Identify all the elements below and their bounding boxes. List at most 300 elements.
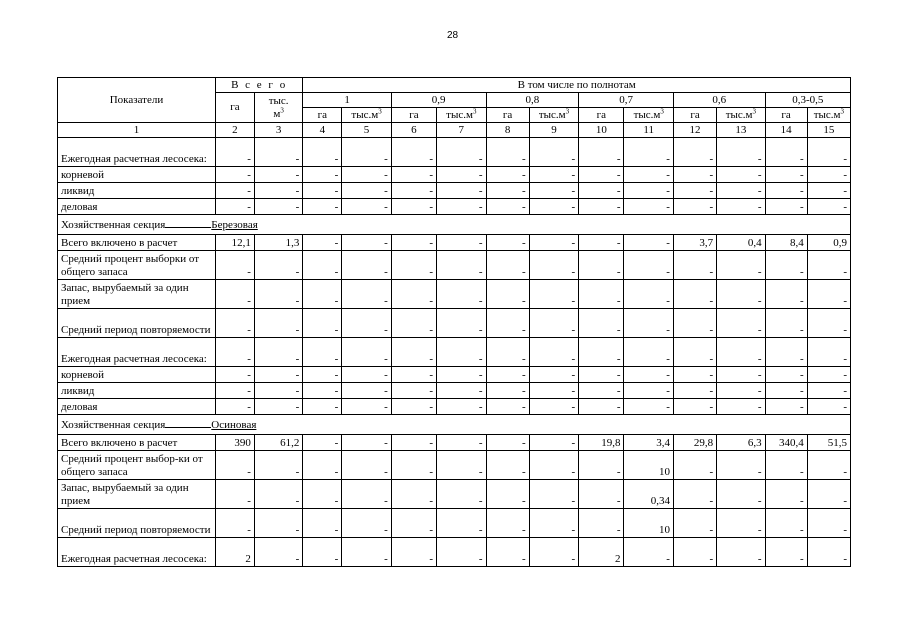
cell-value: - bbox=[765, 183, 807, 199]
cell-value: - bbox=[303, 199, 342, 215]
header-density-0-3-0-5: 0,3-0,5 bbox=[765, 93, 850, 108]
cell-value: - bbox=[717, 199, 765, 215]
cell-value: - bbox=[579, 509, 624, 538]
subheader-volume bbox=[807, 108, 850, 123]
cell-value: - bbox=[765, 199, 807, 215]
cell-value: - bbox=[215, 251, 254, 280]
cell-value: - bbox=[303, 138, 342, 167]
cell-value: - bbox=[391, 480, 436, 509]
cell-value: - bbox=[717, 509, 765, 538]
cell-value: - bbox=[765, 167, 807, 183]
cell-value: - bbox=[807, 509, 850, 538]
cell-value: - bbox=[437, 183, 486, 199]
cell-value: - bbox=[765, 399, 807, 415]
table-row bbox=[58, 183, 851, 199]
subheader-volume-text: тыс.м bbox=[813, 108, 841, 121]
cell-value: - bbox=[529, 138, 578, 167]
cell-value: - bbox=[215, 280, 254, 309]
cell-value: - bbox=[437, 399, 486, 415]
cell-value: - bbox=[673, 399, 716, 415]
cell-value: - bbox=[624, 338, 673, 367]
cell-value: - bbox=[437, 199, 486, 215]
cell-value: - bbox=[486, 480, 529, 509]
cell-value: - bbox=[254, 199, 302, 215]
column-number: 15 bbox=[807, 123, 850, 138]
section-blank-line bbox=[165, 217, 211, 228]
cell-value: - bbox=[342, 399, 391, 415]
cell-value: 390 bbox=[215, 435, 254, 451]
cell-value: - bbox=[765, 280, 807, 309]
cell-value: - bbox=[624, 280, 673, 309]
cell-value: 3,7 bbox=[673, 235, 716, 251]
cell-value: - bbox=[254, 251, 302, 280]
cell-value: - bbox=[807, 251, 850, 280]
cell-value: - bbox=[717, 399, 765, 415]
cell-value: - bbox=[342, 251, 391, 280]
table-row bbox=[58, 538, 851, 567]
row-label: деловая bbox=[58, 199, 216, 215]
header-total-volume-line1: тыс. bbox=[268, 94, 289, 107]
cell-value: - bbox=[254, 480, 302, 509]
cell-value: - bbox=[254, 367, 302, 383]
cell-value: - bbox=[579, 235, 624, 251]
table-row bbox=[58, 251, 851, 280]
cell-value: - bbox=[437, 538, 486, 567]
cell-value: 3,4 bbox=[624, 435, 673, 451]
header-total-volume bbox=[254, 93, 302, 123]
column-number: 7 bbox=[437, 123, 486, 138]
column-number: 12 bbox=[673, 123, 716, 138]
table-row bbox=[58, 138, 851, 167]
cell-value: - bbox=[624, 138, 673, 167]
cell-value: - bbox=[303, 480, 342, 509]
cell-value: - bbox=[765, 480, 807, 509]
header-density-0-9: 0,9 bbox=[391, 93, 486, 108]
row-label: Ежегодная расчетная лесосека: bbox=[58, 138, 216, 167]
cell-value: - bbox=[624, 251, 673, 280]
row-label: Средний процент выборки от общего запаса bbox=[58, 251, 216, 280]
cell-value: - bbox=[254, 538, 302, 567]
column-number: 9 bbox=[529, 123, 578, 138]
cell-value: - bbox=[673, 367, 716, 383]
row-label: корневой bbox=[58, 367, 216, 383]
cell-value: - bbox=[391, 235, 436, 251]
subheader-ha: га bbox=[579, 108, 624, 123]
cell-value: 10 bbox=[624, 509, 673, 538]
cell-value: - bbox=[807, 480, 850, 509]
cell-value: - bbox=[807, 183, 850, 199]
cell-value: - bbox=[624, 399, 673, 415]
cell-value: - bbox=[303, 451, 342, 480]
cell-value: - bbox=[215, 167, 254, 183]
table-row bbox=[58, 235, 851, 251]
row-label: Ежегодная расчетная лесосека: bbox=[58, 338, 216, 367]
cell-value: - bbox=[342, 480, 391, 509]
table-row bbox=[58, 338, 851, 367]
cell-value: - bbox=[342, 183, 391, 199]
cell-value: - bbox=[486, 309, 529, 338]
cell-value: - bbox=[215, 367, 254, 383]
cell-value: - bbox=[254, 280, 302, 309]
cell-value: - bbox=[673, 183, 716, 199]
section-title bbox=[58, 415, 851, 435]
row-label: корневой bbox=[58, 167, 216, 183]
cell-value: - bbox=[579, 280, 624, 309]
header-total-volume-line2: м bbox=[273, 107, 281, 120]
cell-value: 29,8 bbox=[673, 435, 716, 451]
cell-value: - bbox=[673, 280, 716, 309]
cell-value: - bbox=[579, 451, 624, 480]
row-label: Запас, вырубаемый за один прием bbox=[58, 280, 216, 309]
table-row bbox=[58, 199, 851, 215]
cell-value: - bbox=[529, 251, 578, 280]
cell-value: - bbox=[486, 509, 529, 538]
cell-value: - bbox=[807, 538, 850, 567]
cell-value: - bbox=[254, 167, 302, 183]
row-label: Ежегодная расчетная лесосека: bbox=[58, 538, 216, 567]
column-number: 4 bbox=[303, 123, 342, 138]
subheader-volume bbox=[437, 108, 486, 123]
cell-value: - bbox=[486, 435, 529, 451]
column-number: 11 bbox=[624, 123, 673, 138]
subheader-volume bbox=[717, 108, 765, 123]
cell-value: - bbox=[765, 251, 807, 280]
column-number: 8 bbox=[486, 123, 529, 138]
cell-value: - bbox=[579, 399, 624, 415]
column-number: 14 bbox=[765, 123, 807, 138]
cell-value: - bbox=[303, 509, 342, 538]
cell-value: - bbox=[437, 235, 486, 251]
table-row bbox=[58, 435, 851, 451]
subheader-ha: га bbox=[673, 108, 716, 123]
cell-value: 1,3 bbox=[254, 235, 302, 251]
cell-value: - bbox=[529, 383, 578, 399]
cell-value: - bbox=[579, 480, 624, 509]
section-blank-line bbox=[165, 417, 211, 428]
header-density-0-6: 0,6 bbox=[673, 93, 765, 108]
cell-value: - bbox=[254, 138, 302, 167]
cell-value: - bbox=[673, 451, 716, 480]
header-row-1 bbox=[58, 78, 851, 93]
cell-value: 2 bbox=[215, 538, 254, 567]
cell-value: - bbox=[303, 367, 342, 383]
cell-value: - bbox=[579, 183, 624, 199]
cell-value: - bbox=[303, 399, 342, 415]
cell-value: - bbox=[807, 367, 850, 383]
cell-value: - bbox=[717, 367, 765, 383]
cell-value: - bbox=[717, 251, 765, 280]
cell-value: - bbox=[215, 399, 254, 415]
cell-value: - bbox=[391, 399, 436, 415]
cell-value: - bbox=[391, 338, 436, 367]
cell-value: - bbox=[673, 538, 716, 567]
cutting-area-table bbox=[57, 77, 851, 567]
cell-value: - bbox=[529, 538, 578, 567]
cell-value: - bbox=[765, 138, 807, 167]
cell-value: - bbox=[437, 367, 486, 383]
cell-value: - bbox=[807, 280, 850, 309]
cell-value: - bbox=[529, 338, 578, 367]
cell-value: - bbox=[342, 435, 391, 451]
cell-value: - bbox=[215, 509, 254, 538]
cell-value: - bbox=[254, 383, 302, 399]
cell-value: - bbox=[717, 167, 765, 183]
row-label: ликвид bbox=[58, 383, 216, 399]
cell-value: - bbox=[717, 538, 765, 567]
subheader-volume-text: тыс.м bbox=[446, 108, 473, 121]
subheader-ha: га bbox=[486, 108, 529, 123]
page-number: 28 bbox=[446, 30, 459, 41]
subheader-volume bbox=[342, 108, 391, 123]
cell-value: - bbox=[624, 183, 673, 199]
cell-value: - bbox=[807, 451, 850, 480]
cell-value: - bbox=[437, 138, 486, 167]
subheader-volume bbox=[624, 108, 673, 123]
cell-value: - bbox=[765, 383, 807, 399]
cell-value: - bbox=[391, 199, 436, 215]
cell-value: - bbox=[303, 435, 342, 451]
cell-value: - bbox=[342, 199, 391, 215]
column-number: 13 bbox=[717, 123, 765, 138]
cell-value: - bbox=[486, 251, 529, 280]
cell-value: - bbox=[303, 280, 342, 309]
cell-value: 0,9 bbox=[807, 235, 850, 251]
cell-value: - bbox=[807, 138, 850, 167]
cell-value: - bbox=[624, 538, 673, 567]
cell-value: - bbox=[486, 138, 529, 167]
column-number: 5 bbox=[342, 123, 391, 138]
row-label: Средний период повторяемости bbox=[58, 309, 216, 338]
cell-value: - bbox=[391, 183, 436, 199]
row-label: Всего включено в расчет bbox=[58, 235, 216, 251]
cell-value: - bbox=[254, 451, 302, 480]
cell-value: - bbox=[529, 509, 578, 538]
cell-value: - bbox=[529, 280, 578, 309]
cell-value: 61,2 bbox=[254, 435, 302, 451]
cell-value: - bbox=[624, 383, 673, 399]
cell-value: 0,34 bbox=[624, 480, 673, 509]
row-label: Средний период повторяемости bbox=[58, 509, 216, 538]
cell-value: - bbox=[342, 338, 391, 367]
row-label: Всего включено в расчет bbox=[58, 435, 216, 451]
cell-value: 51,5 bbox=[807, 435, 850, 451]
cell-value: - bbox=[765, 309, 807, 338]
cell-value: - bbox=[486, 338, 529, 367]
cell-value: - bbox=[673, 309, 716, 338]
cell-value: - bbox=[342, 367, 391, 383]
section-title bbox=[58, 215, 851, 235]
cell-value: - bbox=[215, 199, 254, 215]
header-total: В с е г о bbox=[215, 78, 302, 93]
column-number: 3 bbox=[254, 123, 302, 138]
cell-value: - bbox=[254, 309, 302, 338]
sup-3: 3 bbox=[752, 107, 756, 115]
cell-value: - bbox=[486, 280, 529, 309]
section-prefix: Хозяйственная секция bbox=[61, 219, 166, 231]
cell-value: - bbox=[342, 167, 391, 183]
cell-value: - bbox=[717, 138, 765, 167]
cell-value: - bbox=[673, 199, 716, 215]
cell-value: - bbox=[579, 309, 624, 338]
cell-value: - bbox=[717, 383, 765, 399]
row-label: ликвид bbox=[58, 183, 216, 199]
table-row bbox=[58, 480, 851, 509]
cell-value: - bbox=[579, 338, 624, 367]
cell-value: - bbox=[807, 383, 850, 399]
column-number: 1 bbox=[58, 123, 216, 138]
section-name: Березовая bbox=[211, 219, 258, 231]
cell-value: - bbox=[437, 480, 486, 509]
cell-value: - bbox=[303, 538, 342, 567]
cell-value: - bbox=[673, 167, 716, 183]
section-row bbox=[58, 415, 851, 435]
cell-value: - bbox=[486, 383, 529, 399]
cell-value: - bbox=[717, 309, 765, 338]
cell-value: - bbox=[765, 509, 807, 538]
cell-value: 19,8 bbox=[579, 435, 624, 451]
cell-value: - bbox=[437, 435, 486, 451]
cell-value: - bbox=[807, 199, 850, 215]
row-label: Средний процент выбор-ки от общего запаса bbox=[58, 451, 216, 480]
header-indicators: Показатели bbox=[58, 78, 216, 123]
cell-value: - bbox=[437, 338, 486, 367]
cell-value: - bbox=[391, 138, 436, 167]
cell-value: - bbox=[437, 451, 486, 480]
cell-value: - bbox=[486, 451, 529, 480]
cell-value: - bbox=[765, 338, 807, 367]
cell-value: - bbox=[807, 309, 850, 338]
cell-value: - bbox=[437, 167, 486, 183]
cell-value: - bbox=[579, 251, 624, 280]
cell-value: - bbox=[807, 338, 850, 367]
cell-value: - bbox=[807, 167, 850, 183]
cell-value: - bbox=[486, 199, 529, 215]
cell-value: - bbox=[486, 235, 529, 251]
column-number: 6 bbox=[391, 123, 436, 138]
cell-value: - bbox=[673, 251, 716, 280]
table-row bbox=[58, 383, 851, 399]
table-row bbox=[58, 509, 851, 538]
cell-value: - bbox=[673, 138, 716, 167]
cell-value: - bbox=[486, 367, 529, 383]
table-row bbox=[58, 367, 851, 383]
cell-value: - bbox=[486, 538, 529, 567]
section-prefix: Хозяйственная секция bbox=[61, 419, 166, 431]
table-row bbox=[58, 167, 851, 183]
cell-value: - bbox=[254, 338, 302, 367]
cell-value: - bbox=[215, 138, 254, 167]
table-body bbox=[58, 78, 851, 567]
section-name: Осиновая bbox=[211, 419, 257, 431]
cell-value: - bbox=[529, 235, 578, 251]
column-number: 2 bbox=[215, 123, 254, 138]
cell-value: - bbox=[717, 338, 765, 367]
subheader-volume-text: тыс.м bbox=[633, 108, 661, 121]
cell-value: - bbox=[303, 167, 342, 183]
cell-value: - bbox=[717, 280, 765, 309]
cell-value: - bbox=[342, 538, 391, 567]
cell-value: - bbox=[579, 167, 624, 183]
cell-value: - bbox=[529, 451, 578, 480]
cell-value: - bbox=[579, 367, 624, 383]
header-density-0-7: 0,7 bbox=[579, 93, 674, 108]
cell-value: - bbox=[303, 383, 342, 399]
sup-3: 3 bbox=[840, 107, 844, 115]
cell-value: - bbox=[254, 183, 302, 199]
cell-value: - bbox=[529, 309, 578, 338]
cell-value: 8,4 bbox=[765, 235, 807, 251]
subheader-volume bbox=[529, 108, 578, 123]
cell-value: - bbox=[391, 280, 436, 309]
cell-value: - bbox=[437, 509, 486, 538]
cell-value: - bbox=[391, 538, 436, 567]
row-label: деловая bbox=[58, 399, 216, 415]
subheader-volume-text: тыс.м bbox=[538, 108, 566, 121]
cell-value: 2 bbox=[579, 538, 624, 567]
subheader-ha: га bbox=[303, 108, 342, 123]
cell-value: - bbox=[391, 451, 436, 480]
cell-value: - bbox=[717, 480, 765, 509]
cell-value: - bbox=[673, 383, 716, 399]
cell-value: - bbox=[303, 183, 342, 199]
cell-value: - bbox=[529, 167, 578, 183]
subheader-volume-text: тыс.м bbox=[725, 108, 753, 121]
cell-value: - bbox=[391, 383, 436, 399]
table-row bbox=[58, 399, 851, 415]
header-density-0-8: 0,8 bbox=[486, 93, 579, 108]
header-density-1: 1 bbox=[303, 93, 391, 108]
row-label: Запас, вырубаемый за один прием bbox=[58, 480, 216, 509]
cell-value: - bbox=[529, 435, 578, 451]
cell-value: - bbox=[579, 383, 624, 399]
cell-value: - bbox=[437, 251, 486, 280]
cell-value: - bbox=[391, 435, 436, 451]
table-row bbox=[58, 280, 851, 309]
cell-value: - bbox=[342, 509, 391, 538]
cell-value: - bbox=[765, 451, 807, 480]
cell-value: - bbox=[391, 509, 436, 538]
section-row bbox=[58, 215, 851, 235]
cell-value: - bbox=[486, 167, 529, 183]
cell-value: 6,3 bbox=[717, 435, 765, 451]
cell-value: - bbox=[391, 167, 436, 183]
cell-value: - bbox=[529, 183, 578, 199]
cell-value: 340,4 bbox=[765, 435, 807, 451]
cell-value: - bbox=[529, 367, 578, 383]
cell-value: - bbox=[303, 338, 342, 367]
header-total-ha: га bbox=[215, 93, 254, 123]
cell-value: - bbox=[673, 338, 716, 367]
subheader-ha: га bbox=[765, 108, 807, 123]
subheader-volume-text: тыс.м bbox=[351, 108, 379, 121]
header-density-group: В том числе по полнотам bbox=[303, 78, 851, 93]
cell-value: - bbox=[303, 309, 342, 338]
cell-value: - bbox=[437, 383, 486, 399]
cell-value: - bbox=[807, 399, 850, 415]
cell-value: - bbox=[391, 309, 436, 338]
cell-value: - bbox=[391, 367, 436, 383]
cell-value: - bbox=[579, 199, 624, 215]
cell-value: - bbox=[215, 383, 254, 399]
cell-value: 12,1 bbox=[215, 235, 254, 251]
cell-value: - bbox=[529, 199, 578, 215]
table-row bbox=[58, 451, 851, 480]
column-numbers-row bbox=[58, 123, 851, 138]
column-number: 10 bbox=[579, 123, 624, 138]
cell-value: - bbox=[529, 399, 578, 415]
sup-3: 3 bbox=[280, 105, 284, 114]
cell-value: - bbox=[254, 399, 302, 415]
